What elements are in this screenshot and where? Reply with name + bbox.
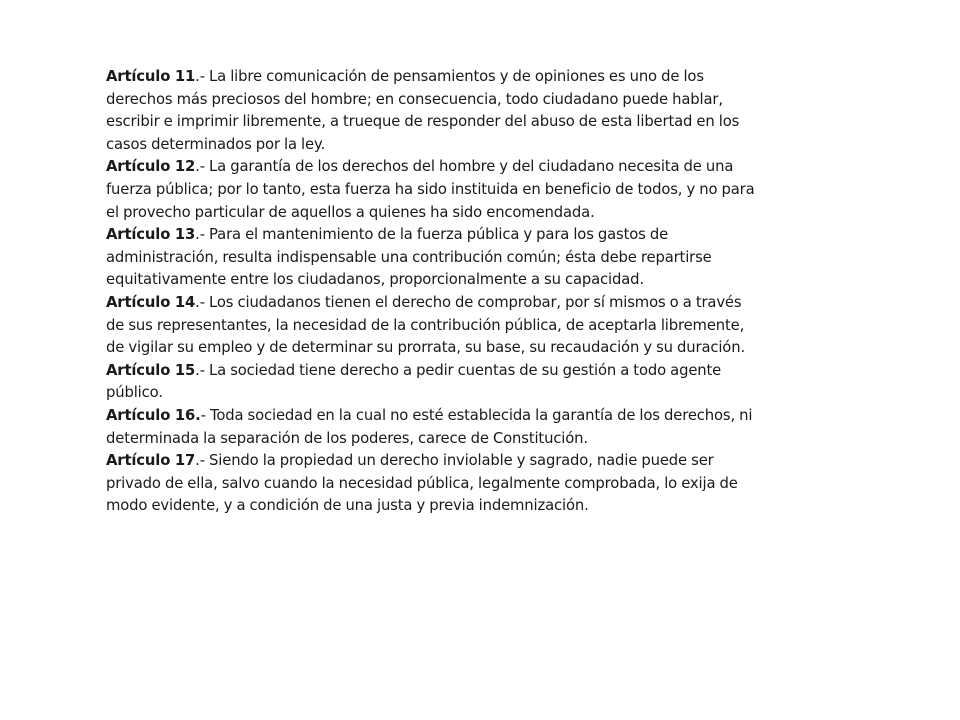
article-heading: Artículo 17 (106, 452, 196, 470)
article-separator: .- (195, 158, 210, 176)
article-body: Siendo la propiedad un derecho inviolable y sagrado, nadie puede ser privado de ella, salvo cuando la necesidad pública, legalmente comprobada, lo exija de modo evidente, y a condición de una justa y previa indemnización. (106, 452, 738, 515)
article-separator: .- (195, 226, 210, 244)
article-heading: Artículo 11 (106, 68, 196, 85)
article-body: La garantía de los derechos del hombre y del ciudadano necesita de una fuerza pública; por lo tanto, esta fuerza ha sido instituida en beneficio de todos, y no para el provecho particular de aquellos a quienes ha sido encomendada. (106, 158, 755, 221)
article-separator: .- (195, 452, 210, 470)
article-heading: Artículo 14 (106, 293, 196, 311)
article-15 (106, 360, 756, 405)
article-heading: Artículo 16. (106, 406, 201, 424)
article-17 (106, 450, 756, 518)
article-body: Toda sociedad en la cual no esté establecida la garantía de los derechos, ni determinada la separación de los poderes, carece de Constitución. (106, 406, 753, 447)
article-body: Para el mantenimiento de la fuerza pública y para los gastos de administración, resulta indispensable una contribución común; ésta debe repartirse equitativamente entre los ciudadanos, proporcionalmente a su capacidad. (106, 226, 712, 289)
article-13 (106, 224, 756, 292)
article-body: La libre comunicación de pensamientos y de opiniones es uno de los derechos más preciosos del hombre; en consecuencia, todo ciudadano puede hablar, escribir e imprimir libremente, a trueque de responder del abuso de esta libertad en los casos determinados por la ley. (106, 68, 740, 153)
article-12 (106, 156, 756, 224)
articles-text-block (106, 66, 756, 518)
article-heading: Artículo 12 (106, 158, 196, 176)
article-11 (106, 66, 756, 156)
article-separator: .- (195, 361, 210, 379)
article-separator: - (200, 406, 210, 424)
article-14 (106, 292, 756, 360)
article-separator: .- (195, 68, 210, 85)
article-body: La sociedad tiene derecho a pedir cuentas de su gestión a todo agente público. (106, 361, 722, 402)
article-body: Los ciudadanos tienen el derecho de comprobar, por sí mismos o a través de sus representantes, la necesidad de la contribución pública, de aceptarla libremente, de vigilar su empleo y de determinar su prorrata, su base, su recaudación y su duración. (106, 293, 745, 357)
article-heading: Artículo 13 (106, 226, 196, 244)
article-separator: .- (195, 293, 210, 311)
article-16 (106, 405, 756, 450)
article-heading: Artículo 15 (106, 361, 196, 379)
